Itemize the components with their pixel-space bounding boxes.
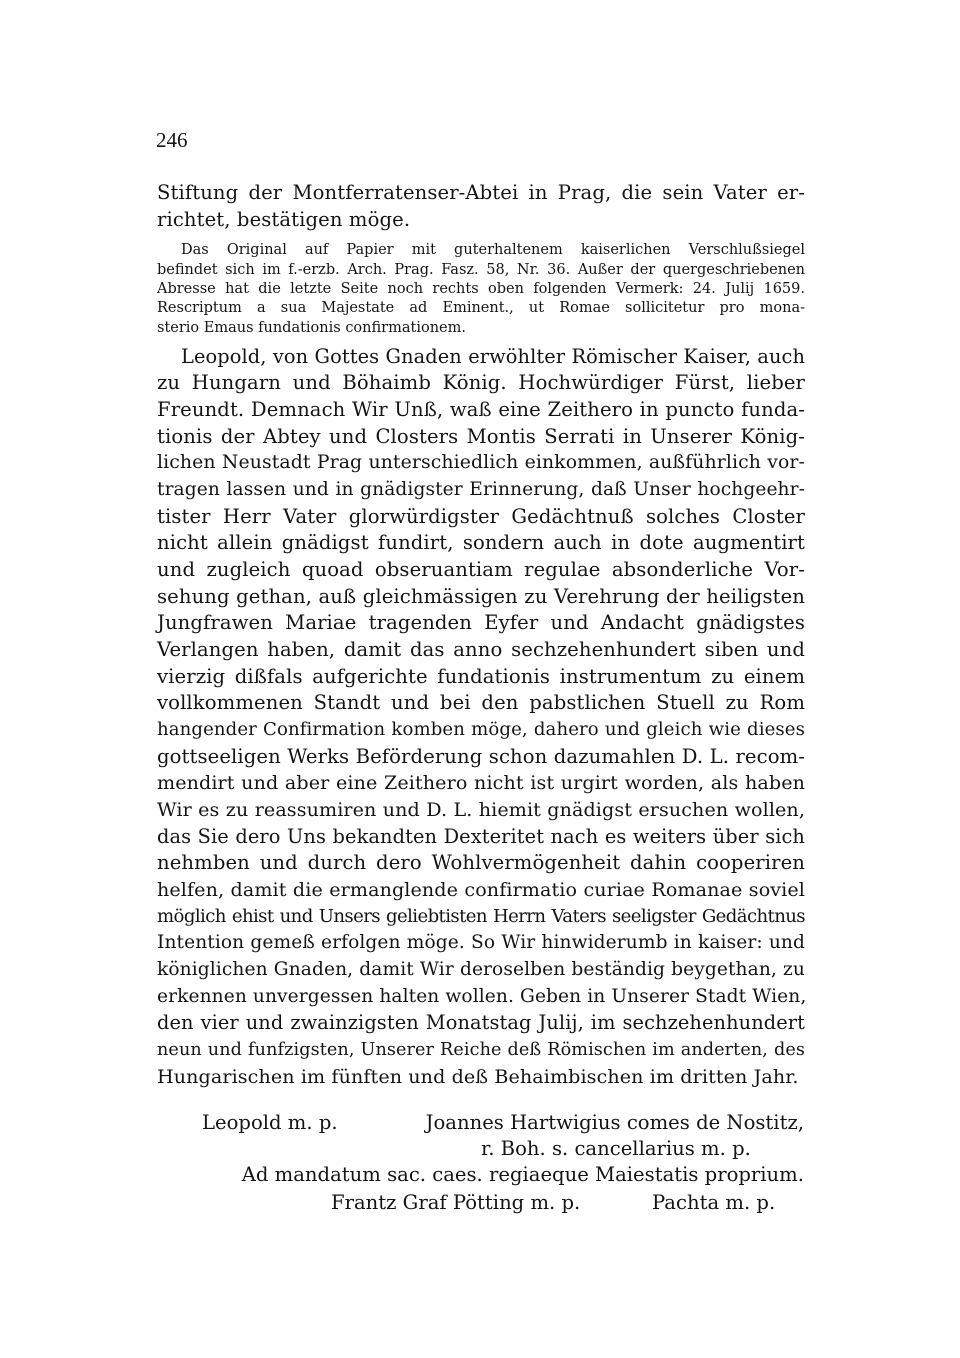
body-line: nicht allein gnädigst fundirt, sondern auch in dote augmentirt [157, 531, 805, 555]
body-line: tragen lassen und in gnädigster Erinnerung, daß Unser hochgeehr- [157, 479, 805, 501]
body-line: zu Hungarn und Böhaimb König. Hochwürdiger Fürst, lieber [157, 371, 805, 395]
body-line: Jungfrawen Mariae tragenden Eyfer und Andacht gnädigstes [157, 611, 805, 635]
body-line: helfen, damit die ermanglende confirmatio curiae Romanae soviel [157, 877, 805, 901]
body-line: vollkommenen Standt und bei den pabstlichen Stuell zu Rom [157, 691, 805, 715]
body-line: Freundt. Demnach Wir Unß, waß eine Zeithero in puncto funda- [157, 398, 805, 422]
body-line: vierzig dißfals aufgerichte fundationis instrumentum zu einem [157, 664, 805, 688]
body-line: lichen Neustadt Prag unterschiedlich einkommen, außführlich vor- [157, 452, 805, 474]
body-line: möglich ehist und Unsers geliebtisten Herrn Vaters seeligster Gedächtnus [157, 905, 805, 927]
body-line: hangender Confirmation komben möge, dahero und gleich wie dieses [157, 718, 805, 740]
note-line: Das Original auf Papier mit guterhaltenem kaiserlichen Verschlußsiegel [181, 242, 805, 259]
note-line: befindet sich im f.-erzb. Arch. Prag. Fasz. 58, Nr. 36. Außer der quergeschriebenen [157, 261, 805, 278]
body-line: erkennen unvergessen halten wollen. Geben in Unserer Stadt Wien, [157, 985, 807, 1007]
body-line: sehung gethan, auß gleichmässigen zu Verehrung der heiligsten [157, 584, 805, 608]
note-line: sterio Emaus fundationis confirmationem. [157, 319, 466, 336]
body-line: Leopold, von Gottes Gnaden erwöhlter Römischer Kaiser, auch [181, 344, 805, 368]
body-line: nehmben und durch dero Wohlvermögenheit dahin cooperiren [157, 851, 805, 875]
letter-body [157, 344, 805, 1090]
body-line: tister Herr Vater glorwürdigster Gedächtnuß solches Closter [157, 504, 805, 528]
text-block [157, 180, 805, 1090]
body-line: neun und funfzigsten, Unserer Reiche deß Römischen im anderten, des [157, 1039, 805, 1060]
body-line: königlichen Gnaden, damit Wir deroselben beständig beygethan, zu [157, 958, 805, 980]
body-line: mendirt und aber eine Zeithero nicht ist urgirt worden, als haben [157, 771, 805, 795]
body-line: und zugleich quoad obseruantiam regulae absonderliche Vor- [157, 558, 805, 582]
signature-emperor: Leopold m. p. [202, 1111, 338, 1134]
body-line: Hungarischen im fünften und deß Behaimbischen im dritten Jahr. [157, 1064, 799, 1088]
body-line: Verlangen haben, damit das anno sechzehenhundert siben und [157, 638, 805, 662]
signature-poetting: Frantz Graf Pötting m. p. [331, 1191, 581, 1214]
body-line: gottseeligen Werks Beförderung schon dazumahlen D. L. recom- [157, 744, 805, 768]
body-line: Intention gemeß erfolgen möge. So Wir hinwiderumb in kaiser: und [157, 932, 805, 954]
signature-pachta: Pachta m. p. [652, 1191, 776, 1214]
signature-chancellor: Joannes Hartwigius comes de Nostitz, [425, 1111, 804, 1134]
note-line: Rescriptum a sua Majestate ad Eminent., ut Romae sollicitetur pro mona- [157, 300, 805, 317]
body-line: tionis der Abtey und Closters Montis Serrati in Unserer König- [157, 424, 805, 448]
body-line: den vier und zwainzigsten Monatstag Julij, im sechzehenhundert [157, 1011, 805, 1035]
title-line: richtet, bestätigen möge. [157, 207, 411, 231]
signature-chancellor-title: r. Boh. s. cancellarius m. p. [481, 1137, 751, 1160]
note-line: Abresse hat die letzte Seite noch rechts oben folgenden Vermerk: 24. Julij 1659. [157, 280, 805, 297]
archival-note [157, 241, 805, 337]
body-line: Wir es zu reassumiren und D. L. hiemit gnädigst ersuchen wollen, [157, 797, 805, 821]
body-line: das Sie dero Uns bekandten Dexteritet nach es weiters über sich [157, 824, 805, 848]
mandate-line: Ad mandatum sac. caes. regiaeque Maiestatis proprium. [241, 1163, 804, 1186]
title-line: Stiftung der Montferratenser-Abtei in Prag, die sein Vater er- [157, 181, 805, 204]
page-number: 246 [156, 128, 188, 152]
